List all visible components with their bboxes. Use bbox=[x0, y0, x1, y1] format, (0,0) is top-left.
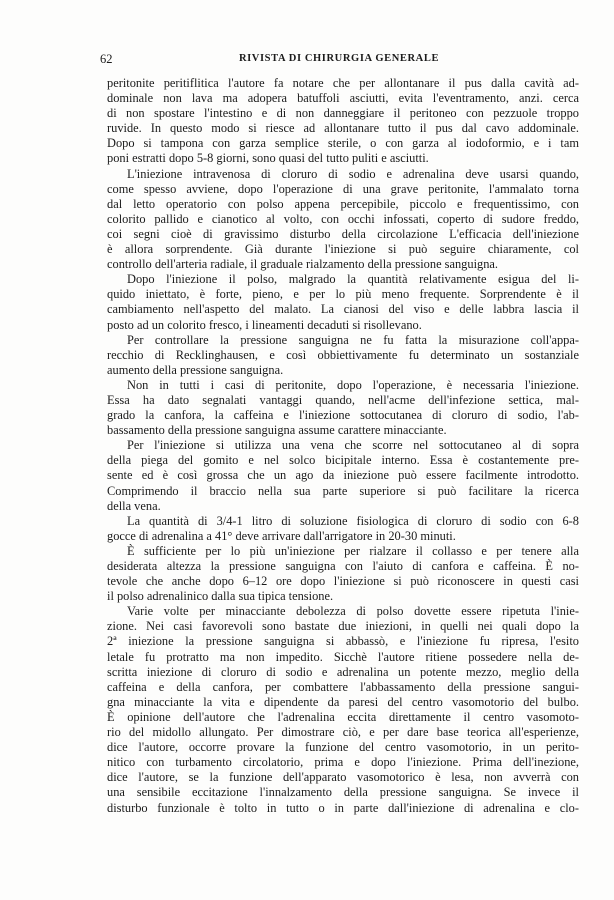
text-line: Dopo l'iniezione il polso, malgrado la quantità relativamente esigua del li- bbox=[127, 272, 579, 287]
text-line: controllo dell'arteria radiale, il graduale rialzamento della pressione sanguigna. bbox=[107, 257, 499, 272]
text-line: cambiamento nell'aspetto del malato. La cianosi del viso e delle labbra lascia il bbox=[107, 302, 579, 317]
text-line: 2ª iniezione la pressione sanguigna si abbassò, e l'iniezione fu ripresa, l'esito bbox=[107, 634, 579, 649]
text-line: scritta iniezione di cloruro di sodio e adrenalina un potente mezzo, meglio della bbox=[107, 664, 579, 679]
text-line: Essa ha dato segnalati vantaggi quando, nell'acme dell'infezione settica, mal- bbox=[107, 392, 579, 407]
text-line: È opinione dell'autore che l'adrenalina eccita direttamente il centro vasomoto- bbox=[107, 709, 579, 724]
text-line: bassamento della pressione sanguigna assume carattere minacciante. bbox=[107, 423, 447, 438]
text-line: letale fu protratto ma non impedito. Sicchè l'autore ritiene possedere nella de- bbox=[107, 649, 579, 664]
paragraph bbox=[107, 604, 579, 815]
text-line: Non in tutti i casi di peritonite, dopo l'operazione, è necessaria l'iniezione. bbox=[127, 377, 579, 392]
body-text bbox=[107, 76, 579, 816]
text-line: Comprimendo il braccio nella sua parte superiore si può facilitare la ricerca bbox=[107, 483, 579, 498]
text-line: desiderata altezza la pressione sanguigna con l'aiuto di canfora e caffeina. È no- bbox=[107, 559, 579, 573]
text-line: della piega del gomito e nel solco bicipitale interno. Essa è costantemente pre- bbox=[107, 453, 579, 468]
text-line: tevole che anche dopo 6–12 ore dopo l'iniezione si può riconoscere in questi casi bbox=[107, 574, 579, 589]
text-line: come spesso avviene, dopo l'operazione di una grave peritonite, l'ammalato torna bbox=[107, 181, 579, 196]
text-line: poni estratti dopo 5-8 giorni, sono quasi del tutto puliti e asciutti. bbox=[107, 151, 429, 166]
text-line: Per controllare la pressione sanguigna ne fu fatta la misurazione coll'appa- bbox=[127, 332, 579, 347]
text-line: gna minacciante la vita e dipendente da paresi del centro vasomotorio del bulbo. bbox=[107, 694, 579, 709]
text-line: il polso adrenalinico dalla sua tipica tensione. bbox=[107, 589, 334, 604]
text-line: grado la canfora, la caffeina e l'iniezione sottocutanea di cloruro di sodio, l'ab- bbox=[107, 408, 579, 423]
text-line: sente ed è così grossa che un ago da iniezione può essere facilmente introdotto. bbox=[107, 468, 579, 483]
paragraph bbox=[107, 544, 579, 604]
text-line: Dopo si tampona con garza semplice sterile, o con garza al iodoformio, e i tam bbox=[107, 136, 579, 151]
paragraph bbox=[107, 438, 579, 513]
text-line: zione. Nei casi favorevoli sono bastate due iniezioni, in quelli nei quali dopo la bbox=[107, 619, 579, 634]
page-header bbox=[100, 52, 578, 68]
text-line: dal letto operatorio con polso appena percepibile, piccolo e frequentissimo, con bbox=[107, 196, 579, 211]
text-line: quido iniettato, è forte, pieno, e per lo più meno frequente. Sorprendente è il bbox=[107, 287, 579, 302]
text-line: dominale non lava ma adopera batuffoli asciutti, evita l'eventramento, anzi. cerca bbox=[107, 91, 579, 106]
paragraph bbox=[107, 272, 579, 332]
text-line: posto ad un colorito fresco, i lineamenti decaduti si risollevano. bbox=[107, 317, 422, 332]
text-line: L'iniezione intravenosa di cloruro di sodio e adrenalina deve usarsi quando, bbox=[127, 166, 579, 181]
text-line: di non spostare l'intestino e di non danneggiare il peritoneo con pezzuole troppo bbox=[107, 106, 579, 121]
paragraph bbox=[107, 333, 579, 378]
text-line: coi segni cioè di gravissimo disturbo della circolazione L'efficacia dell'iniezione bbox=[107, 226, 579, 241]
page-number: 62 bbox=[100, 52, 113, 66]
paragraph bbox=[107, 514, 579, 544]
text-line: una sensibile eccitazione l'innalzamento della pressione sanguigna. Se invece il bbox=[107, 785, 579, 800]
running-title: RIVISTA DI CHIRURGIA GENERALE bbox=[238, 53, 440, 64]
text-line: aumento della pressione sanguigna. bbox=[107, 362, 284, 377]
paragraph bbox=[107, 167, 579, 273]
text-line: nitico con turbamento circolatorio, prima e dopo l'iniezione. Prima dell'inezione, bbox=[107, 755, 579, 770]
text-line: rio del midollo allungato. Per dimostrare ciò, e per dare base teorica all'esperienze, bbox=[107, 725, 579, 740]
text-line: dice l'autore, occorre provare la funzione del centro vasomotorio, in un perito- bbox=[107, 740, 579, 755]
text-line: Per l'iniezione si utilizza una vena che scorre nel sottocutaneo al di sopra bbox=[127, 438, 579, 453]
text-line: dice l'autore, se la funzione dell'apparato vasomotorico è lesa, non avverrà con bbox=[107, 770, 579, 785]
text-line: È sufficiente per lo più un'iniezione per rialzare il collasso e per tenere alla bbox=[127, 543, 579, 558]
text-line: è allora sorprendente. Già durante l'iniezione si può seguire chiaramente, col bbox=[107, 242, 579, 257]
text-line: Varie volte per minacciante debolezza di polso dovette essere ripetuta l'inie- bbox=[127, 604, 579, 619]
text-line: disturbo funzionale è tolto in tutto o in parte dall'iniezione di adrenalina e clo- bbox=[107, 800, 579, 815]
text-line: La quantità di 3/4-1 litro di soluzione fisiologica di cloruro di sodio con 6-8 bbox=[127, 513, 579, 528]
paragraph bbox=[107, 76, 579, 167]
text-line: caffeina e della canfora, per combattere l'abbassamento della pressione sangui- bbox=[107, 679, 579, 694]
text-line: ruvide. In questo modo si riesce ad allontanare tutto il pus dal cavo addominale. bbox=[107, 121, 579, 136]
text-line: recchio di Recklinghausen, e così obbiettivamente fu determinato un sostanziale bbox=[107, 347, 579, 362]
text-line: della vena. bbox=[107, 498, 161, 513]
text-line: peritonite peritiflitica l'autore fa notare che per allontanare il pus dalla cavità ad- bbox=[107, 76, 579, 90]
text-line: gocce di adrenalina a 41° deve arrivare dall'arrigatore in 20-30 minuti. bbox=[107, 528, 456, 543]
paragraph bbox=[107, 378, 579, 438]
text-line: colorito pallido e cianotico al volto, con occhi infossati, coperto di sudore freddo, bbox=[107, 211, 579, 226]
